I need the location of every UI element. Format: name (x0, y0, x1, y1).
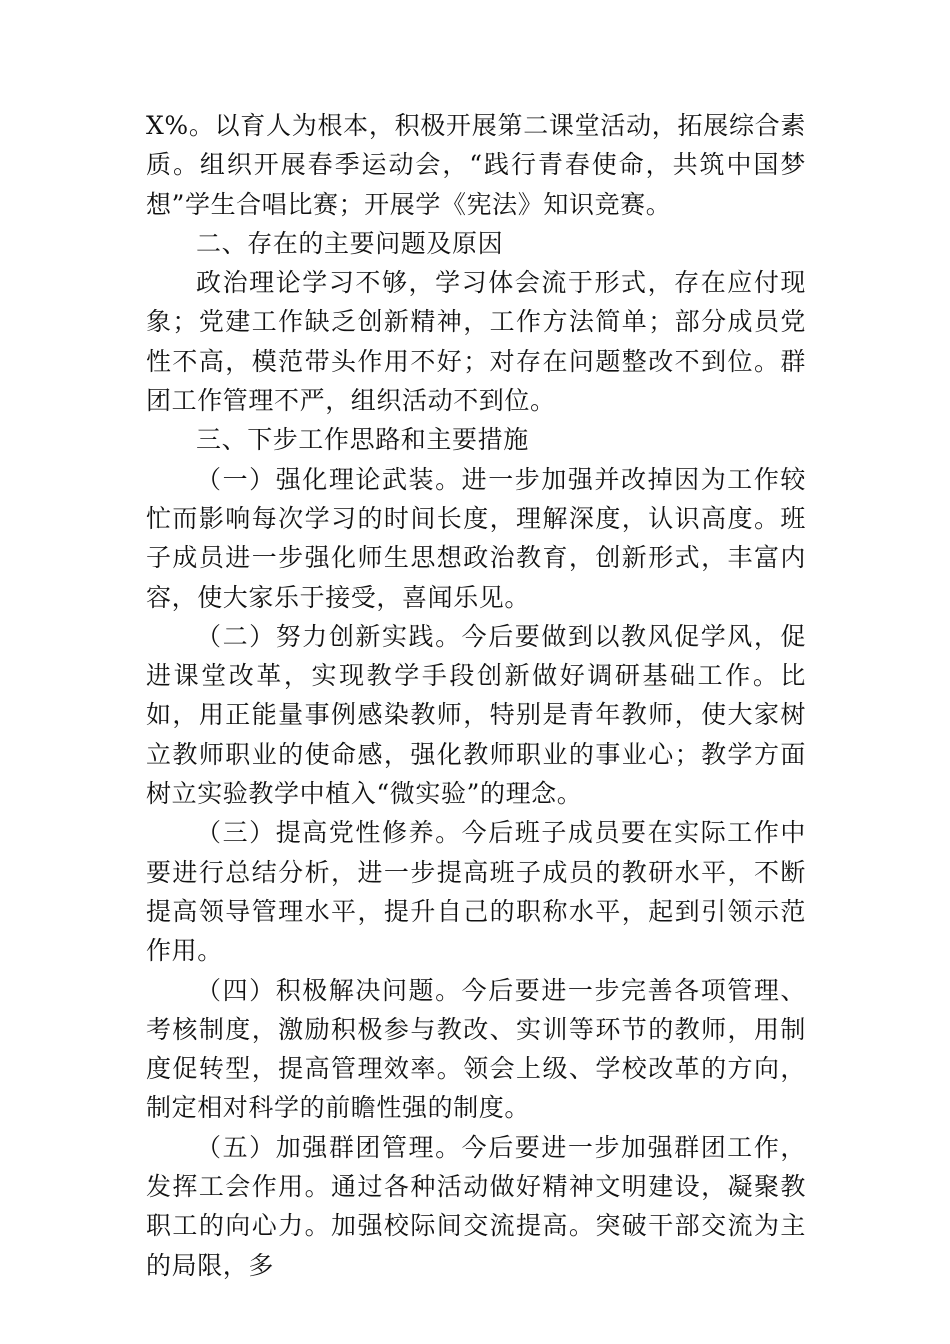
paragraph-measure-5: （五）加强群团管理。今后要进一步加强群团工作，发挥工会作用。通过各种活动做好精神文明建设，凝聚教职工的向心力。加强校际间交流提高。突破干部交流为主的局限，多 (146, 1132, 806, 1280)
paragraph-measure-3: （三）提高党性修养。今后班子成员要在实际工作中要进行总结分析，进一步提高班子成员的教研水平，不断提高领导管理水平，提升自己的职称水平，起到引领示范作用。 (146, 818, 806, 966)
paragraph-achievements-continued: X%。以育人为根本，积极开展第二课堂活动，拓展综合素质。组织开展春季运动会，“践行青春使命，共筑中国梦想”学生合唱比赛；开展学《宪法》知识竞赛。 (146, 111, 806, 219)
document-page (146, 106, 806, 1285)
paragraph-measure-2: （二）努力创新实践。今后要做到以教风促学风，促进课堂改革，实现教学手段创新做好调研基础工作。比如，用正能量事例感染教师，特别是青年教师，使大家树立教师职业的使命感，强化教师职业的事业心；教学方面树立实验教学中植入“微实验”的理念。 (146, 621, 806, 809)
paragraph-problems: 政治理论学习不够，学习体会流于形式，存在应付现象；党建工作缺乏创新精神，工作方法简单；部分成员党性不高，模范带头作用不好；对存在问题整改不到位。群团工作管理不严，组织活动不到位。 (146, 268, 806, 416)
heading-problems-and-causes: 二、存在的主要问题及原因 (196, 228, 504, 258)
paragraph-measure-4: （四）积极解决问题。今后要进一步完善各项管理、考核制度，激励积极参与教改、实训等环节的教师，用制度促转型，提高管理效率。领会上级、学校改革的方向，制定相对科学的前瞻性强的制度。 (146, 975, 806, 1123)
paragraph-measure-1: （一）强化理论武装。进一步加强并改掉因为工作较忙而影响每次学习的时间长度，理解深度，认识高度。班子成员进一步强化师生思想政治教育，创新形式，丰富内容，使大家乐于接受，喜闻乐见。 (146, 464, 806, 612)
heading-next-steps: 三、下步工作思路和主要措施 (196, 425, 529, 455)
